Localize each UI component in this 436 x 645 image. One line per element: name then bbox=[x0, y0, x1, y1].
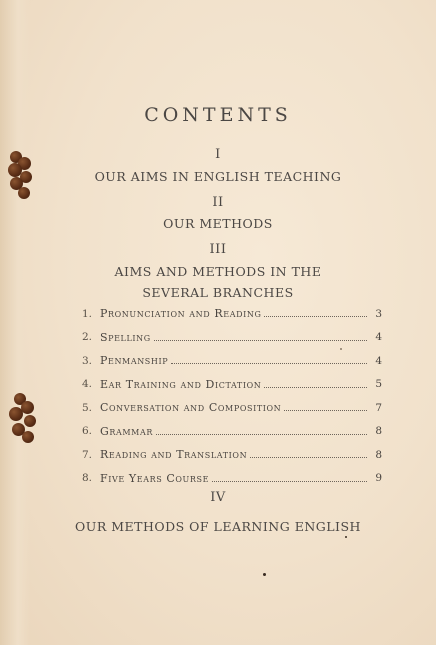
section-heading-1: OUR AIMS IN ENGLISH TEACHING bbox=[94, 169, 342, 184]
toc-entry bbox=[82, 349, 382, 373]
toc-entry-label: Five Years Course bbox=[100, 471, 210, 485]
toc-entry-page: 3 bbox=[375, 307, 382, 320]
page-fold-edge bbox=[0, 0, 30, 645]
toc-entry bbox=[82, 373, 382, 397]
toc-entry bbox=[82, 326, 382, 350]
toc-entry-page: 4 bbox=[375, 354, 382, 367]
toc-entry-page: 9 bbox=[375, 472, 382, 485]
toc-entry-label: Pronunciation and Reading bbox=[100, 307, 262, 321]
toc-entry-label: Grammar bbox=[100, 424, 153, 438]
toc-entry-page: 8 bbox=[375, 425, 382, 438]
dot-leader bbox=[212, 481, 367, 482]
toc-entry-label: Ear Training and Dictation bbox=[100, 377, 262, 391]
toc-entry-number: 6. bbox=[82, 425, 93, 438]
toc-entry-page: 4 bbox=[375, 331, 382, 344]
section-numeral-4: IV bbox=[210, 490, 226, 505]
toc-entry-number: 8. bbox=[82, 472, 93, 485]
dot-leader bbox=[264, 316, 367, 317]
section-numeral-1: I bbox=[215, 147, 221, 162]
dot-leader bbox=[154, 340, 367, 341]
section-heading-3-line2: SEVERAL BRANCHES bbox=[142, 285, 294, 300]
binding-knot-bottom bbox=[6, 393, 40, 445]
toc-entry-label: Spelling bbox=[100, 330, 151, 344]
toc-entry-label: Penmanship bbox=[100, 354, 169, 368]
section-numeral-2: II bbox=[212, 195, 224, 210]
paper-speck bbox=[340, 348, 342, 350]
toc-entry-page: 7 bbox=[375, 401, 382, 414]
dot-leader bbox=[156, 434, 367, 435]
dot-leader bbox=[284, 410, 367, 411]
toc-entry-number: 2. bbox=[82, 331, 93, 344]
section-heading-3-line1: AIMS AND METHODS IN THE bbox=[114, 264, 322, 279]
toc-entry-number: 4. bbox=[82, 378, 93, 391]
toc-entry bbox=[82, 302, 382, 326]
toc-entry-number: 5. bbox=[82, 401, 93, 414]
dot-leader bbox=[250, 457, 367, 458]
toc-list bbox=[82, 302, 382, 490]
toc-entry-number: 3. bbox=[82, 354, 93, 367]
section-heading-2: OUR METHODS bbox=[163, 216, 273, 231]
toc-entry-number: 7. bbox=[82, 448, 93, 461]
section-numeral-3: III bbox=[209, 242, 227, 257]
toc-entry-page: 5 bbox=[375, 378, 382, 391]
toc-entry bbox=[82, 420, 382, 444]
paper-speck bbox=[345, 536, 347, 538]
toc-entry-page: 8 bbox=[375, 448, 382, 461]
toc-entry bbox=[82, 467, 382, 491]
toc-entry bbox=[82, 396, 382, 420]
dot-leader bbox=[264, 387, 367, 388]
toc-entry bbox=[82, 443, 382, 467]
paper-speck bbox=[263, 573, 266, 576]
section-heading-4: OUR METHODS OF LEARNING ENGLISH bbox=[75, 519, 361, 534]
page-title: CONTENTS bbox=[144, 104, 292, 126]
dot-leader bbox=[171, 363, 367, 364]
toc-entry-label: Reading and Translation bbox=[100, 448, 248, 462]
toc-entry-label: Conversation and Composition bbox=[100, 401, 282, 415]
toc-entry-number: 1. bbox=[82, 307, 93, 320]
